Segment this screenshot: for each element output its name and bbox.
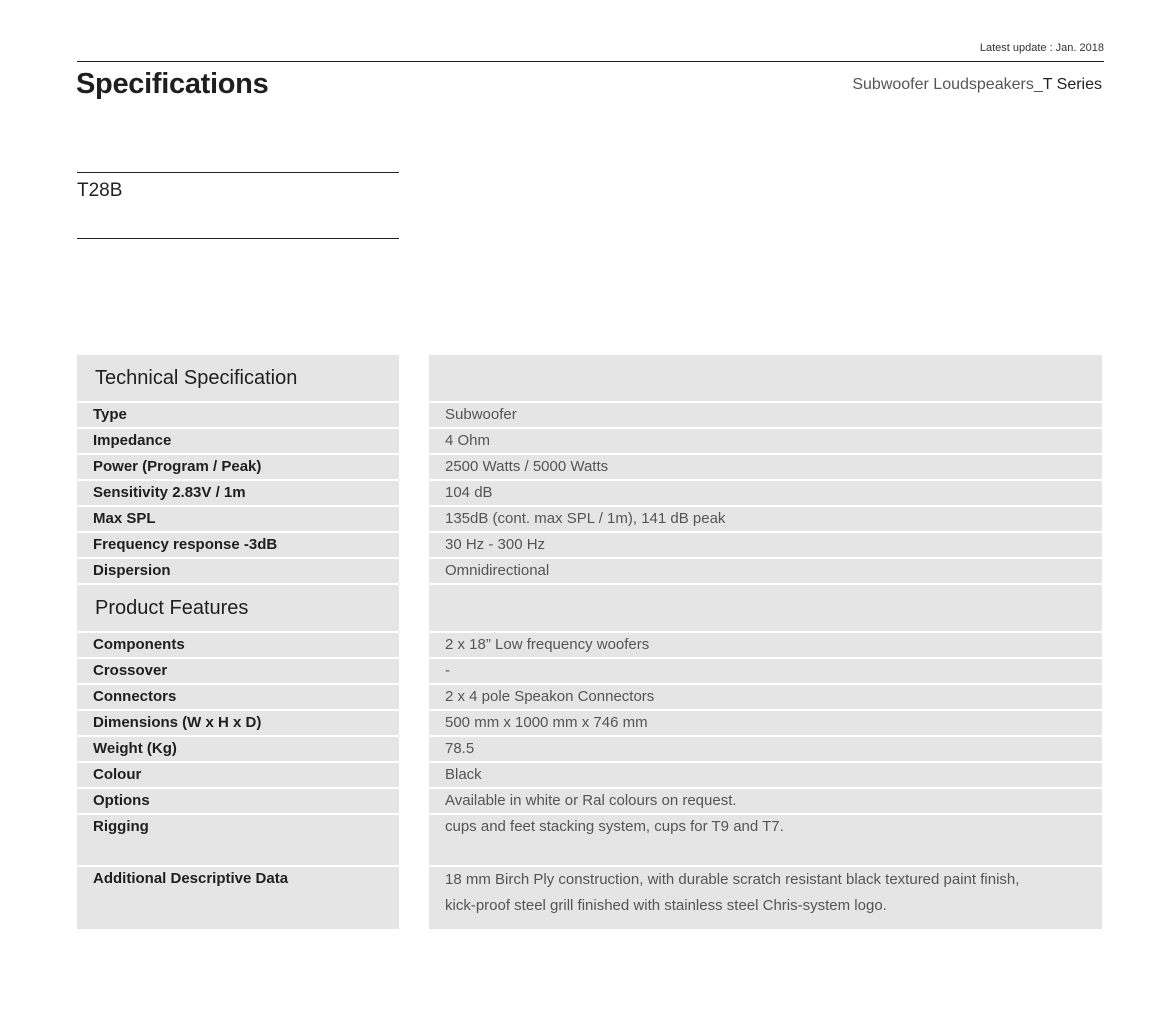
latest-update-text: Latest update : Jan. 2018 xyxy=(979,42,1104,54)
spec-value: Available in white or Ral colours on request. xyxy=(429,789,1102,813)
spec-label: Sensitivity 2.83V / 1m xyxy=(77,481,399,505)
additional-line-1: 18 mm Birch Ply construction, with durable scratch resistant black textured paint finish, xyxy=(445,871,1020,888)
spec-value: 104 dB xyxy=(429,481,1102,505)
spec-label: Connectors xyxy=(77,685,399,709)
spec-row-dispersion xyxy=(77,559,1102,583)
spec-value: - xyxy=(429,659,1102,683)
spec-label: Dispersion xyxy=(77,559,399,583)
spec-row-additional xyxy=(77,867,1102,929)
spec-row-components xyxy=(77,633,1102,657)
spec-label: Power (Program / Peak) xyxy=(77,455,399,479)
spec-table xyxy=(77,355,1102,929)
spec-label: Impedance xyxy=(77,429,399,453)
model-divider-bottom xyxy=(77,238,399,239)
spec-value: 500 mm x 1000 mm x 746 mm xyxy=(429,711,1102,735)
spec-label: Options xyxy=(77,789,399,813)
spec-label: Max SPL xyxy=(77,507,399,531)
spec-value: cups and feet stacking system, cups for T9 and T7. xyxy=(429,815,1102,865)
spec-label: Dimensions (W x H x D) xyxy=(77,711,399,735)
section-title: Product Features xyxy=(77,585,399,631)
section-header-features xyxy=(77,585,1102,631)
section-title: Technical Specification xyxy=(77,355,399,401)
model-name: T28B xyxy=(77,180,123,201)
section-header-blank xyxy=(429,355,1102,401)
model-divider-top xyxy=(77,172,399,173)
series-name: T Series xyxy=(1042,76,1102,93)
spec-value: 30 Hz - 300 Hz xyxy=(429,533,1102,557)
additional-line-2: kick-proof steel grill finished with stainless steel Chris-system logo. xyxy=(445,897,887,914)
page-title: Specifications xyxy=(76,68,269,100)
spec-label: Frequency response -3dB xyxy=(77,533,399,557)
spec-row-dimensions xyxy=(77,711,1102,735)
spec-value: 78.5 xyxy=(429,737,1102,761)
spec-row-sensitivity xyxy=(77,481,1102,505)
spec-value: Subwoofer xyxy=(429,403,1102,427)
spec-label: Rigging xyxy=(77,815,399,865)
spec-label: Colour xyxy=(77,763,399,787)
spec-value: 2 x 4 pole Speakon Connectors xyxy=(429,685,1102,709)
spec-value xyxy=(429,867,1102,929)
header-divider xyxy=(77,61,1104,62)
spec-value: 4 Ohm xyxy=(429,429,1102,453)
spec-row-options xyxy=(77,789,1102,813)
spec-row-weight xyxy=(77,737,1102,761)
series-prefix: Subwoofer Loudspeakers_ xyxy=(852,76,1043,93)
spec-row-rigging xyxy=(77,815,1102,865)
spec-label: Type xyxy=(77,403,399,427)
spec-label: Additional Descriptive Data xyxy=(77,867,399,929)
spec-label: Crossover xyxy=(77,659,399,683)
spec-row-max-spl xyxy=(77,507,1102,531)
spec-row-colour xyxy=(77,763,1102,787)
spec-row-connectors xyxy=(77,685,1102,709)
spec-row-power xyxy=(77,455,1102,479)
spec-value: 2500 Watts / 5000 Watts xyxy=(429,455,1102,479)
spec-value: Black xyxy=(429,763,1102,787)
spec-value: 2 x 18” Low frequency woofers xyxy=(429,633,1102,657)
spec-row-crossover xyxy=(77,659,1102,683)
series-label xyxy=(852,76,1102,94)
spec-label: Weight (Kg) xyxy=(77,737,399,761)
section-header-blank xyxy=(429,585,1102,631)
spec-label: Components xyxy=(77,633,399,657)
spec-row-impedance xyxy=(77,429,1102,453)
section-header-technical xyxy=(77,355,1102,401)
spec-value: 135dB (cont. max SPL / 1m), 141 dB peak xyxy=(429,507,1102,531)
spec-value: Omnidirectional xyxy=(429,559,1102,583)
spec-row-type xyxy=(77,403,1102,427)
spec-row-frequency-response xyxy=(77,533,1102,557)
